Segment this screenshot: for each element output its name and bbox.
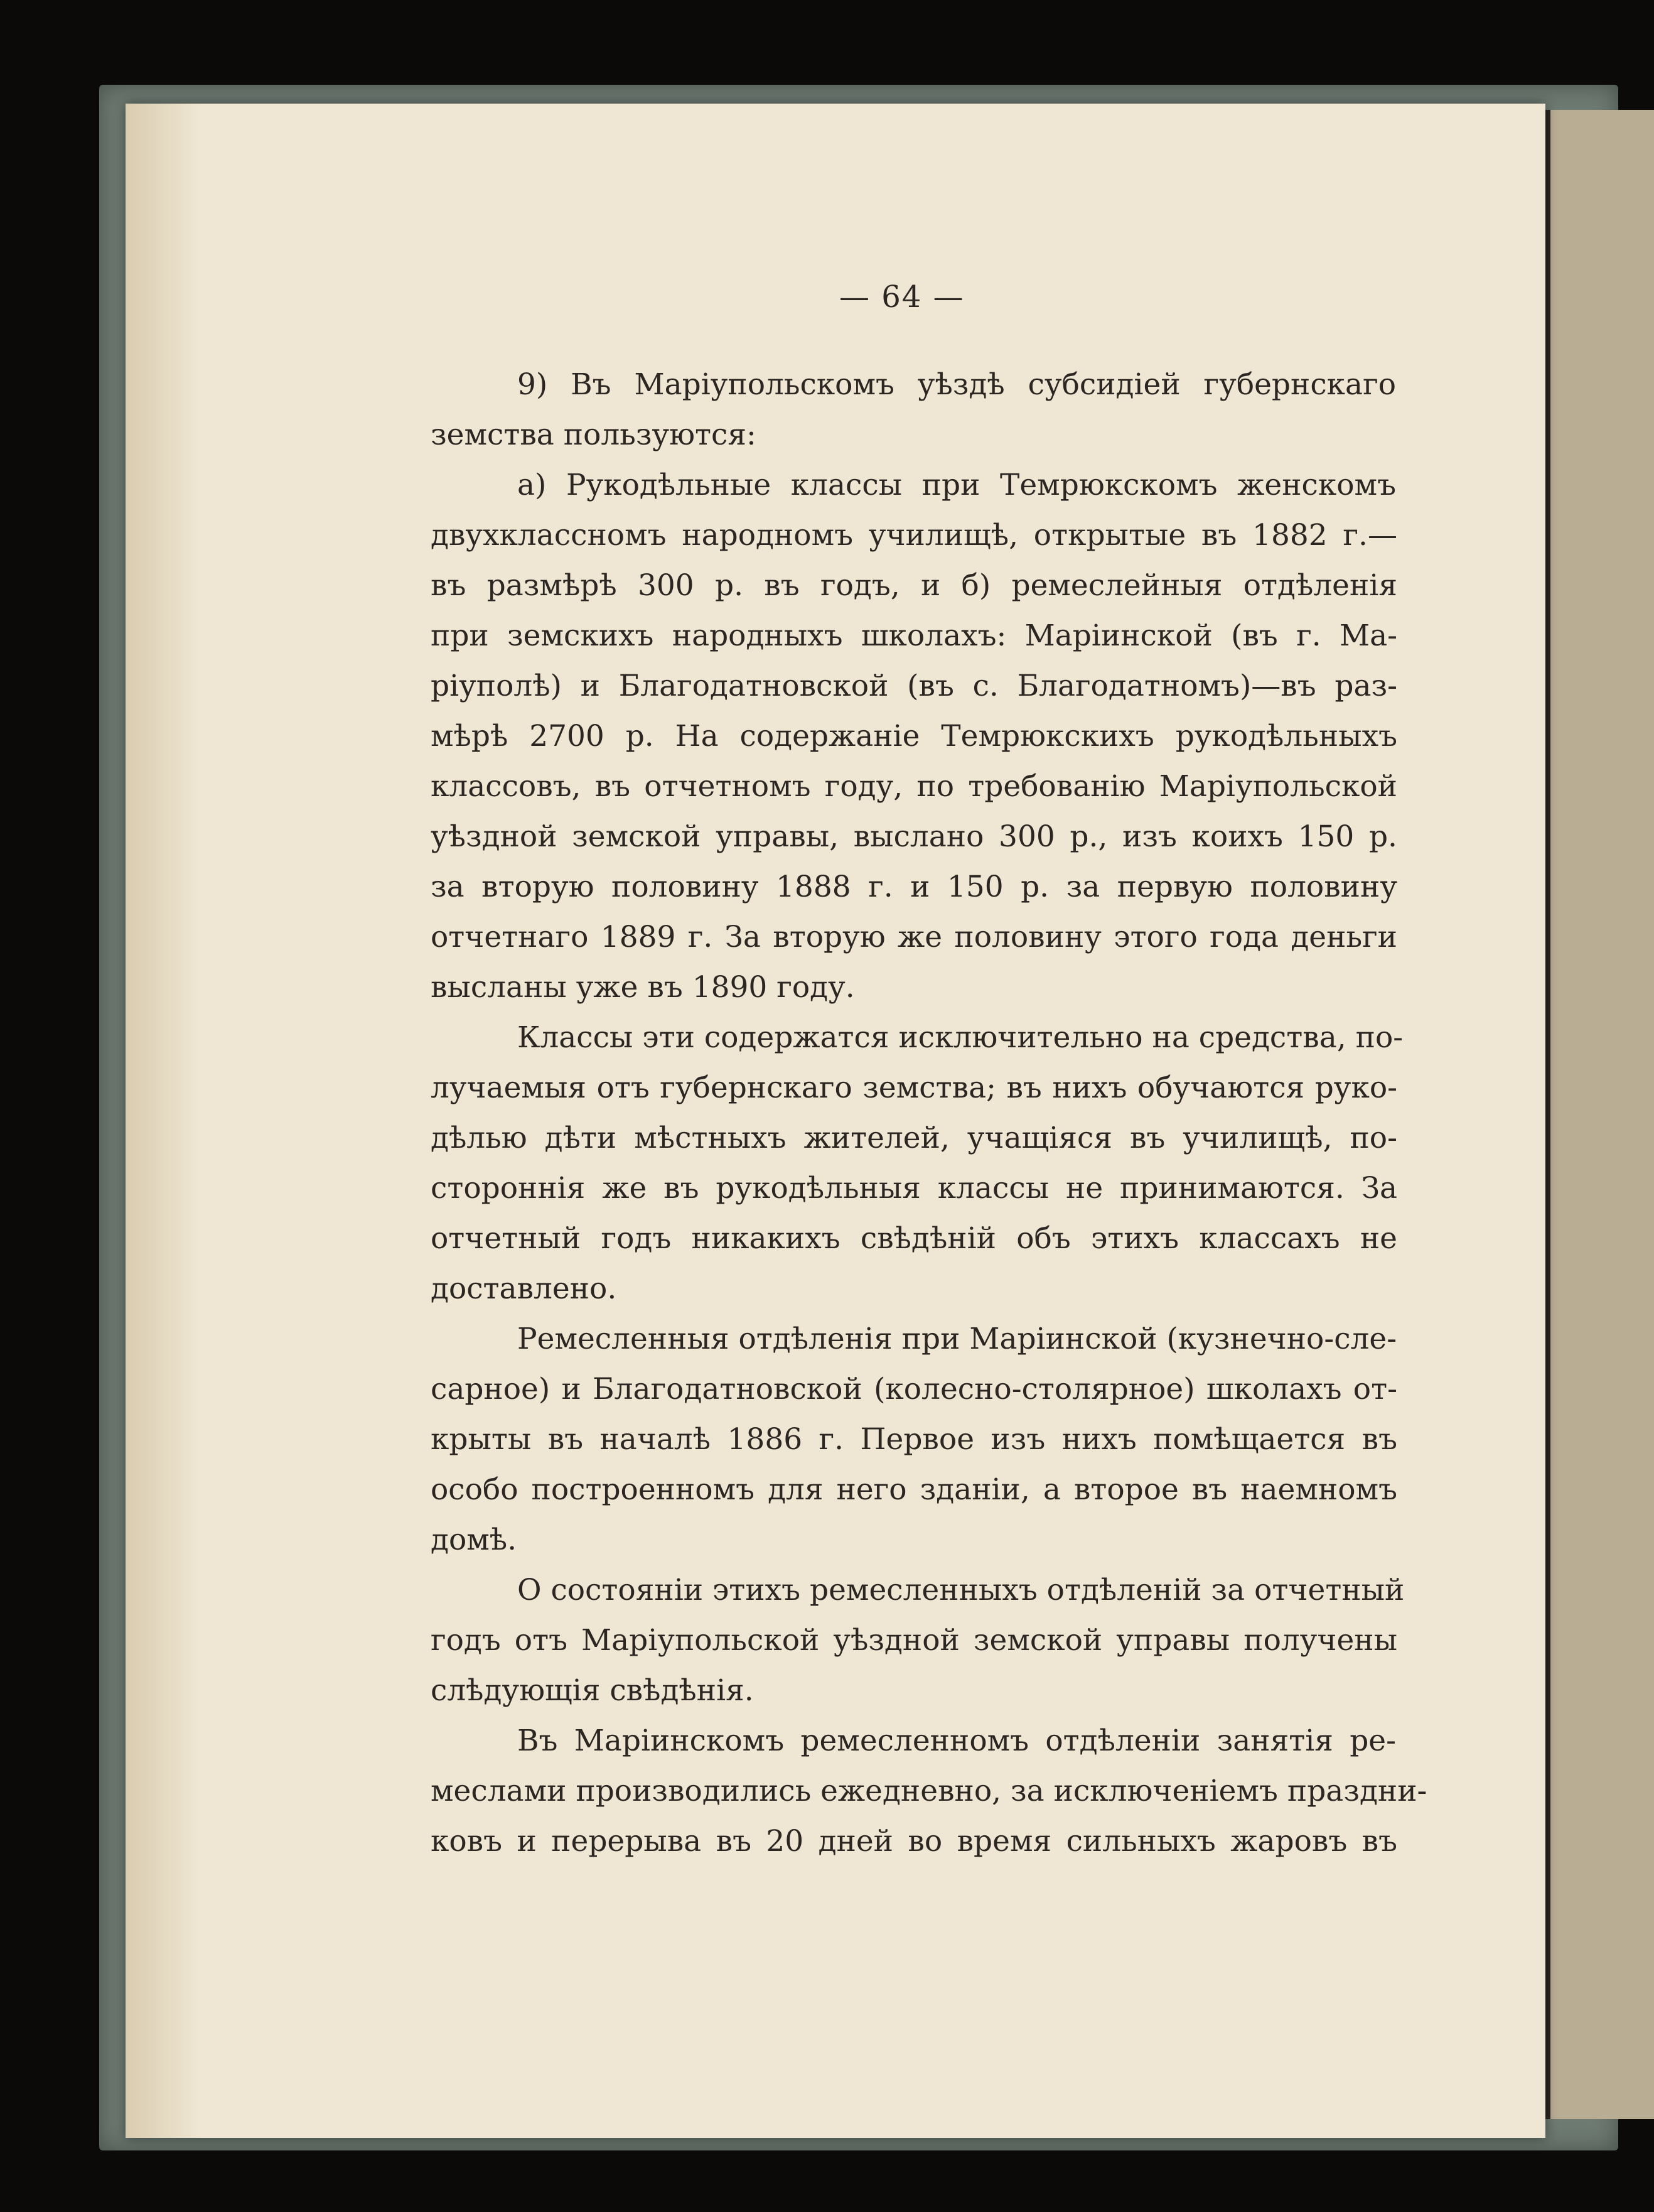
text-line: въ размѣрѣ 300 р. въ годъ, и б) ремеслейныя отдѣленія: [431, 568, 1397, 603]
text-line: Въ Маріинскомъ ремесленномъ отдѣленіи занятія ре-: [517, 1724, 1396, 1758]
text-line: высланы уже въ 1890 году.: [431, 970, 855, 1005]
text-line: за вторую половину 1888 г. и 150 р. за первую половину: [431, 870, 1397, 904]
page-gutter-shadow: [126, 104, 201, 2138]
text-line: меслами производились ежедневно, за исключеніемъ праздни-: [431, 1774, 1427, 1808]
text-line: а) Рукодѣльные классы при Темрюкскомъ женскомъ: [517, 468, 1396, 502]
text-line: дѣлью дѣти мѣстныхъ жителей, учащіяся въ училищѣ, по-: [431, 1121, 1397, 1155]
text-line: лучаемыя отъ губернскаго земства; въ нихъ обучаются руко-: [431, 1071, 1397, 1105]
text-line: уѣздной земской управы, выслано 300 р., изъ коихъ 150 р.: [431, 819, 1397, 854]
text-line: слѣдующія свѣдѣнія.: [431, 1673, 754, 1708]
text-line: мѣрѣ 2700 р. На содержаніе Темрюкскихъ рукодѣльныхъ: [431, 719, 1397, 753]
text-line: крыты въ началѣ 1886 г. Первое изъ нихъ помѣщается въ: [431, 1422, 1397, 1457]
text-line: ріуполѣ) и Благодатновской (въ с. Благодатномъ)—въ раз-: [431, 669, 1397, 703]
text-line: классовъ, въ отчетномъ году, по требованію Маріупольской: [431, 769, 1397, 804]
text-line: сарное) и Благодатновской (колесно-столярное) школахъ от-: [431, 1372, 1397, 1406]
text-line: при земскихъ народныхъ школахъ: Маріинской (въ г. Ма-: [431, 618, 1397, 653]
text-line: домѣ.: [431, 1523, 517, 1557]
text-line: ковъ и перерыва въ 20 дней во время сильныхъ жаровъ въ: [431, 1824, 1397, 1859]
adjacent-page: [1550, 110, 1654, 2119]
text-line: земства пользуются:: [431, 418, 756, 452]
text-line: Классы эти содержатся исключительно на средства, по-: [517, 1020, 1404, 1055]
text-line: 9) Въ Маріупольскомъ уѣздѣ субсидіей губернскаго: [517, 367, 1396, 402]
text-line: Ремесленныя отдѣленія при Маріинской (кузнечно-сле-: [517, 1322, 1397, 1356]
text-line: отчетнаго 1889 г. За вторую же половину этого года деньги: [431, 920, 1397, 954]
text-line: двухклассномъ народномъ училищѣ, открытые въ 1882 г.—: [431, 518, 1397, 553]
text-line: доставлено.: [431, 1271, 617, 1306]
text-line: отчетный годъ никакихъ свѣдѣній объ этихъ классахъ не: [431, 1221, 1397, 1256]
text-line: особо построенномъ для него зданіи, а второе въ наемномъ: [431, 1472, 1397, 1507]
text-line: стороннія же въ рукодѣльныя классы не принимаются. За: [431, 1171, 1397, 1206]
page-number: — 64 —: [839, 279, 965, 315]
text-line: О состояніи этихъ ремесленныхъ отдѣленій за отчетный: [517, 1573, 1405, 1607]
text-line: годъ отъ Маріупольской уѣздной земской управы получены: [431, 1623, 1397, 1658]
